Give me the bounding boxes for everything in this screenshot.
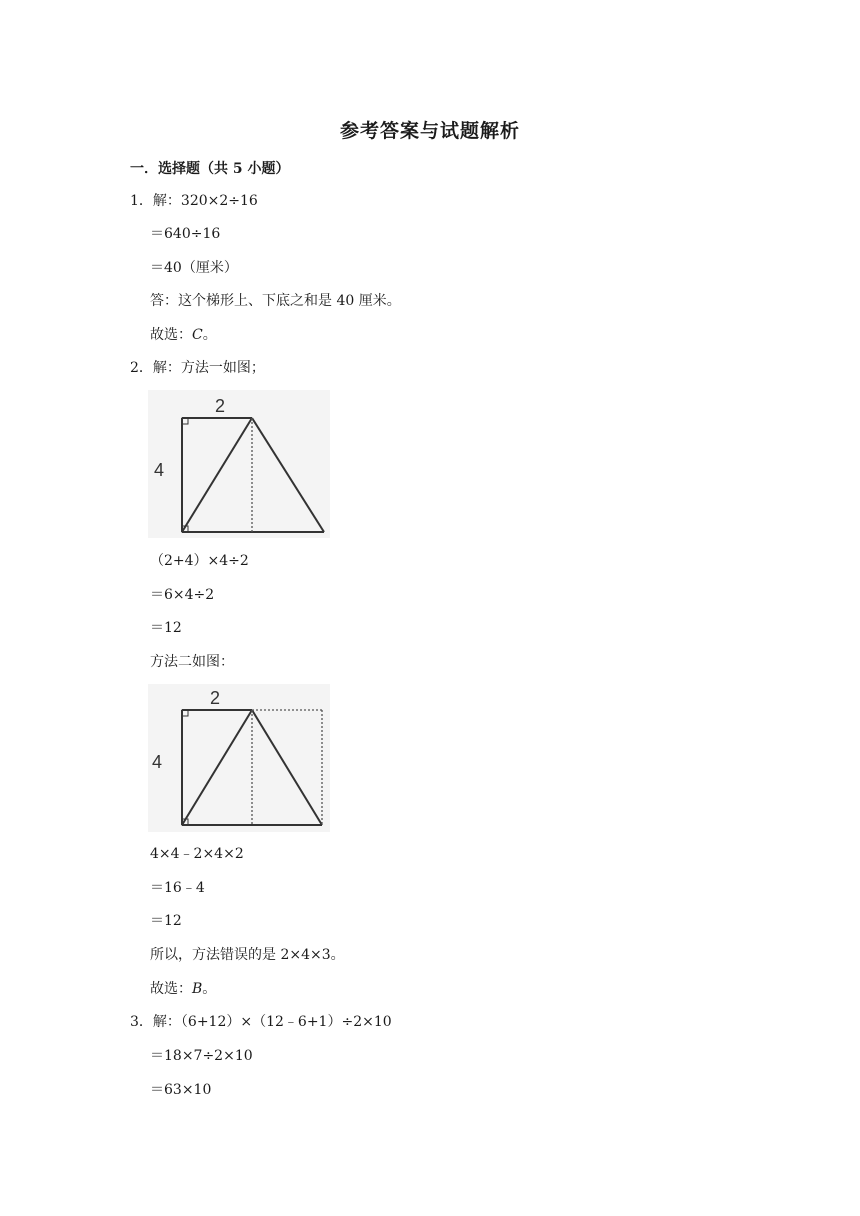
q2-choice-suffix: 。	[202, 981, 217, 997]
q2-intro: 方法一如图；	[180, 360, 265, 376]
q2-calc1-line-2: ＝6×4÷2	[150, 587, 215, 603]
q1-line-3: ＝40（厘米）	[150, 260, 238, 276]
top-length-label: 2	[210, 688, 221, 708]
trapezoid-figure-method-2	[148, 684, 330, 832]
q3-line-2: ＝18×7÷2×10	[150, 1048, 253, 1064]
q1-choice-letter: C	[192, 327, 203, 343]
side-length-label: 4	[152, 752, 163, 772]
q2-calc2-line-2: ＝16﹣4	[150, 880, 205, 896]
q1-choice-prefix: 故选：	[150, 327, 192, 343]
page-title: 参考答案与试题解析	[339, 120, 520, 142]
q2-choice-letter: B	[192, 981, 203, 997]
q3-line-3: ＝63×10	[150, 1082, 212, 1098]
q1-answer-text: 答：这个梯形上、下底之和是 40 厘米。	[150, 293, 401, 309]
trapezoid-figure-method-1	[148, 390, 330, 538]
q2-calc1-line-1: （2+4）×4÷2	[150, 553, 249, 569]
q1-number	[130, 192, 258, 210]
q3-number	[130, 1013, 392, 1031]
q2-choice-prefix: 故选：	[150, 981, 192, 997]
q2-intro-2: 方法二如图：	[150, 654, 234, 670]
q1-choice	[150, 326, 217, 344]
q2-conclusion: 所以，方法错误的是 2×4×3。	[150, 947, 345, 963]
q1-line-2: ＝640÷16	[150, 226, 221, 242]
q2-choice	[150, 980, 216, 998]
q1-choice-suffix: 。	[202, 327, 217, 343]
q1-line-1: 320×2÷16	[180, 193, 258, 209]
q2-number	[130, 359, 265, 377]
q2-calc1-line-3: ＝12	[150, 620, 182, 636]
top-length-label: 2	[215, 396, 226, 416]
q2-label: 2．解：	[130, 360, 181, 376]
q2-calc2-line-3: ＝12	[150, 913, 182, 929]
q2-calc2-line-1: 4×4﹣2×4×2	[150, 846, 244, 862]
q3-label: 3．解：	[130, 1014, 181, 1030]
q3-line-1: （6+12）×（12﹣6+1）÷2×10	[180, 1014, 392, 1030]
q1-label: 1．解：	[130, 193, 181, 209]
side-length-label: 4	[154, 460, 165, 480]
section-heading: 一．选择题（共 5 小题）	[130, 161, 290, 177]
